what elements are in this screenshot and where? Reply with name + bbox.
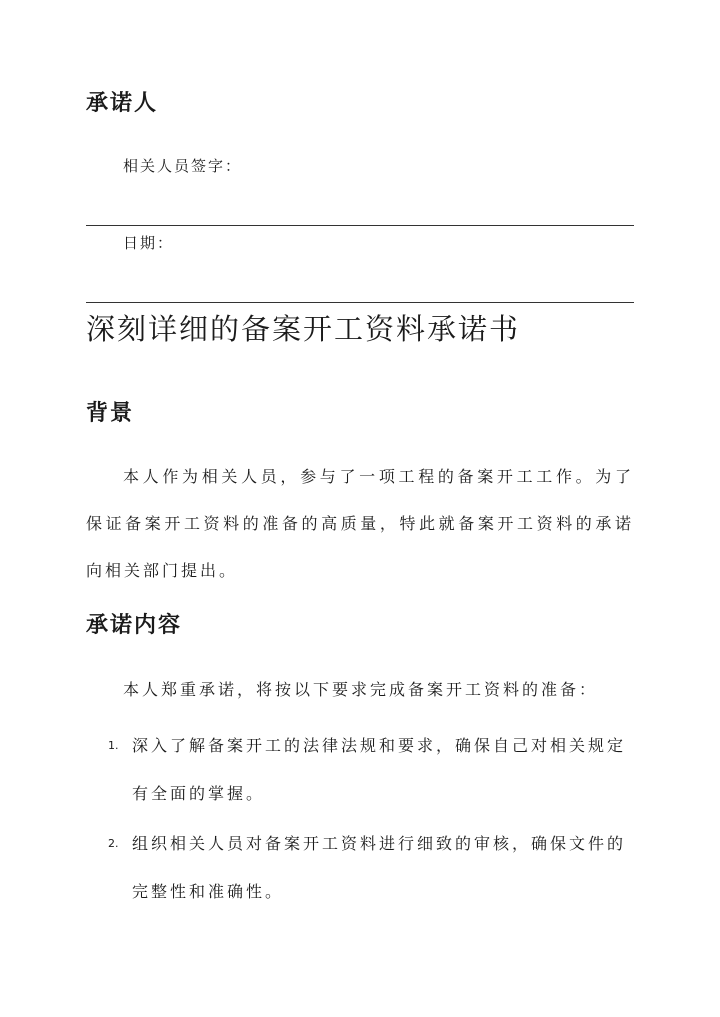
document-title: 深刻详细的备案开工资料承诺书 [86,312,521,346]
signature-line [86,225,634,226]
content-heading: 承诺内容 [86,612,183,638]
list-item-number: 2. [108,837,119,850]
signature-label: 相关人员签字： [123,157,243,175]
background-heading: 背景 [86,400,135,426]
date-label: 日期： [123,234,175,252]
list-item [108,722,628,818]
promisor-heading: 承诺人 [86,90,159,116]
background-paragraph: 本人作为相关人员，参与了一项工程的备案开工工作。为了保证备案开工资料的准备的高质量，特此就备案开工资料的承诺向相关部门提出。 [86,467,634,580]
list-item-text: 深入了解备案开工的法律法规和要求，确保自己对相关规定有全面的掌握。 [132,736,627,803]
date-line [86,302,634,303]
content-intro: 本人郑重承诺，将按以下要求完成备案开工资料的准备： [123,680,599,699]
list-item-number: 1. [108,739,119,752]
list-item [108,820,628,916]
list-item-text: 组织相关人员对备案开工资料进行细致的审核，确保文件的完整性和准确性。 [132,834,627,901]
